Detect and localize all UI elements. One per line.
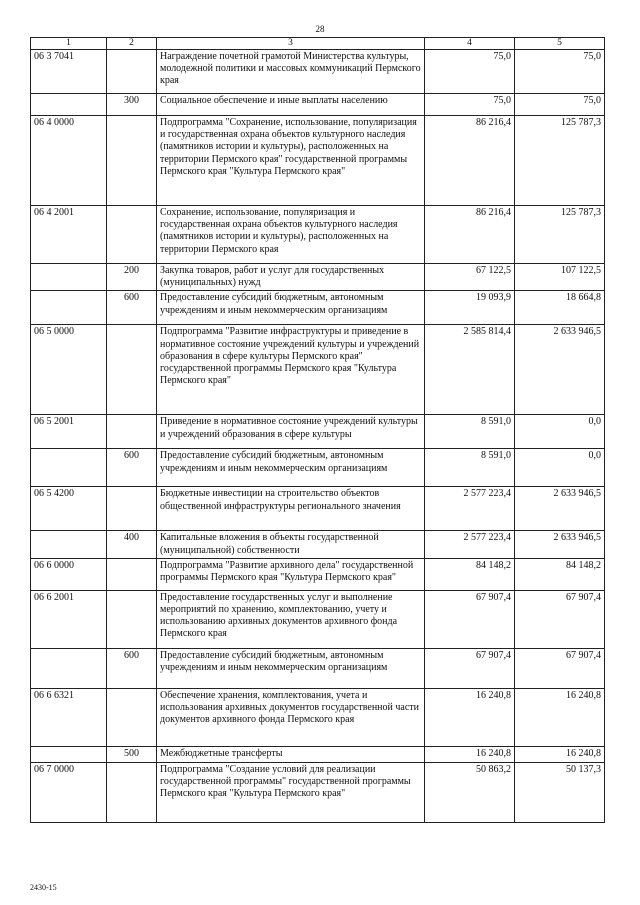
header-col-2: 2	[107, 38, 157, 50]
table-row	[31, 94, 605, 116]
name-cell: Капитальные вложения в объекты государственной (муниципальной) собственности	[157, 531, 425, 558]
amount-2017-cell: 18 664,8	[515, 291, 605, 325]
table-row	[31, 325, 605, 415]
code-cell	[31, 264, 107, 291]
expense-type-cell	[107, 206, 157, 264]
name-cell: Подпрограмма "Сохранение, использование, популяризация и государственная охрана объектов культурного наследия (памятников истории и культуры), расположенных на территории Пермского края" государственной программы Пермского края "Культура Пермского края"	[157, 116, 425, 206]
code-cell	[31, 648, 107, 688]
code-cell: 06 5 2001	[31, 415, 107, 449]
expense-type-cell: 600	[107, 449, 157, 487]
expense-type-cell	[107, 50, 157, 94]
amount-2017-cell: 2 633 946,5	[515, 325, 605, 415]
name-cell: Закупка товаров, работ и услуг для государственных (муниципальных) нужд	[157, 264, 425, 291]
name-cell: Предоставление субсидий бюджетным, автономным учреждениям и иным некоммерческим организациям	[157, 449, 425, 487]
budget-table	[30, 37, 605, 823]
expense-type-cell: 600	[107, 291, 157, 325]
expense-type-cell	[107, 688, 157, 746]
name-cell: Предоставление субсидий бюджетным, автономным учреждениям и иным некоммерческим организациям	[157, 648, 425, 688]
amount-2017-cell: 16 240,8	[515, 746, 605, 762]
page-number: 28	[315, 24, 325, 34]
header-col-5: 5	[515, 38, 605, 50]
amount-2016-cell: 8 591,0	[425, 415, 515, 449]
name-cell: Социальное обеспечение и иные выплаты населению	[157, 94, 425, 116]
expense-type-cell	[107, 558, 157, 590]
code-cell: 06 4 0000	[31, 116, 107, 206]
code-cell: 06 3 7041	[31, 50, 107, 94]
expense-type-cell: 400	[107, 531, 157, 558]
expense-type-cell: 300	[107, 94, 157, 116]
amount-2016-cell: 16 240,8	[425, 688, 515, 746]
amount-2016-cell: 8 591,0	[425, 449, 515, 487]
code-cell	[31, 291, 107, 325]
header-col-4: 4	[425, 38, 515, 50]
name-cell: Бюджетные инвестиции на строительство объектов общественной инфраструктуры регионального значения	[157, 487, 425, 531]
table-row	[31, 746, 605, 762]
expense-type-cell	[107, 116, 157, 206]
amount-2017-cell: 75,0	[515, 94, 605, 116]
amount-2016-cell: 75,0	[425, 50, 515, 94]
document-number: 2430-15	[30, 883, 57, 892]
table-row	[31, 487, 605, 531]
amount-2017-cell: 2 633 946,5	[515, 531, 605, 558]
code-cell	[31, 531, 107, 558]
code-cell	[31, 94, 107, 116]
amount-2016-cell: 86 216,4	[425, 116, 515, 206]
amount-2016-cell: 16 240,8	[425, 746, 515, 762]
name-cell: Подпрограмма "Создание условий для реализации государственной программы" государственной программы Пермского края "Культура Пермского края"	[157, 762, 425, 822]
table-row	[31, 415, 605, 449]
code-cell: 06 5 0000	[31, 325, 107, 415]
expense-type-cell	[107, 762, 157, 822]
expense-type-cell: 600	[107, 648, 157, 688]
code-cell: 06 4 2001	[31, 206, 107, 264]
name-cell: Сохранение, использование, популяризация и государственная охрана объектов культурного наследия (памятников истории и культуры), расположенных на территории Пермского края	[157, 206, 425, 264]
table-row	[31, 50, 605, 94]
header-col-1: 1	[31, 38, 107, 50]
expense-type-cell	[107, 487, 157, 531]
name-cell: Межбюджетные трансферты	[157, 746, 425, 762]
code-cell: 06 5 4200	[31, 487, 107, 531]
amount-2016-cell: 2 585 814,4	[425, 325, 515, 415]
amount-2016-cell: 50 863,2	[425, 762, 515, 822]
amount-2017-cell: 107 122,5	[515, 264, 605, 291]
table-row	[31, 648, 605, 688]
table-row	[31, 688, 605, 746]
table-row	[31, 291, 605, 325]
table-row	[31, 762, 605, 822]
amount-2016-cell: 86 216,4	[425, 206, 515, 264]
table-row	[31, 206, 605, 264]
code-cell	[31, 746, 107, 762]
name-cell: Награждение почетной грамотой Министерства культуры, молодежной политики и массовых коммуникаций Пермского края	[157, 50, 425, 94]
expense-type-cell: 200	[107, 264, 157, 291]
name-cell: Предоставление субсидий бюджетным, автономным учреждениям и иным некоммерческим организациям	[157, 291, 425, 325]
code-cell: 06 6 0000	[31, 558, 107, 590]
table-header-row	[31, 38, 605, 50]
amount-2017-cell: 0,0	[515, 449, 605, 487]
amount-2016-cell: 2 577 223,4	[425, 487, 515, 531]
table-row	[31, 264, 605, 291]
amount-2017-cell: 67 907,4	[515, 590, 605, 648]
table-row	[31, 531, 605, 558]
amount-2017-cell: 125 787,3	[515, 116, 605, 206]
amount-2017-cell: 67 907,4	[515, 648, 605, 688]
table-row	[31, 590, 605, 648]
code-cell: 06 7 0000	[31, 762, 107, 822]
code-cell: 06 6 2001	[31, 590, 107, 648]
expense-type-cell	[107, 325, 157, 415]
name-cell: Обеспечение хранения, комплектования, учета и использования архивных документов государственной части документов архивного фонда Пермского края	[157, 688, 425, 746]
expense-type-cell	[107, 415, 157, 449]
table-row	[31, 116, 605, 206]
amount-2016-cell: 2 577 223,4	[425, 531, 515, 558]
amount-2016-cell: 67 907,4	[425, 590, 515, 648]
name-cell: Подпрограмма "Развитие архивного дела" государственной программы Пермского края "Культура Пермского края"	[157, 558, 425, 590]
amount-2016-cell: 19 093,9	[425, 291, 515, 325]
amount-2016-cell: 75,0	[425, 94, 515, 116]
amount-2017-cell: 75,0	[515, 50, 605, 94]
name-cell: Предоставление государственных услуг и выполнение мероприятий по хранению, комплектованию, учету и использованию архивных документов архивного фонда Пермского края	[157, 590, 425, 648]
table-row	[31, 449, 605, 487]
expense-type-cell: 500	[107, 746, 157, 762]
name-cell: Приведение в нормативное состояние учреждений культуры и учреждений образования в сфере культуры	[157, 415, 425, 449]
amount-2017-cell: 84 148,2	[515, 558, 605, 590]
amount-2017-cell: 16 240,8	[515, 688, 605, 746]
amount-2016-cell: 84 148,2	[425, 558, 515, 590]
table-body	[31, 50, 605, 823]
expense-type-cell	[107, 590, 157, 648]
amount-2017-cell: 50 137,3	[515, 762, 605, 822]
table-row	[31, 558, 605, 590]
code-cell: 06 6 6321	[31, 688, 107, 746]
amount-2017-cell: 2 633 946,5	[515, 487, 605, 531]
code-cell	[31, 449, 107, 487]
header-col-3: 3	[157, 38, 425, 50]
amount-2016-cell: 67 907,4	[425, 648, 515, 688]
amount-2017-cell: 125 787,3	[515, 206, 605, 264]
amount-2016-cell: 67 122,5	[425, 264, 515, 291]
name-cell: Подпрограмма "Развитие инфраструктуры и приведение в нормативное состояние учреждений культуры и учреждений образования в сфере культуры Пермского края" государственной программы Пермского края "Культура Пермского края"	[157, 325, 425, 415]
amount-2017-cell: 0,0	[515, 415, 605, 449]
